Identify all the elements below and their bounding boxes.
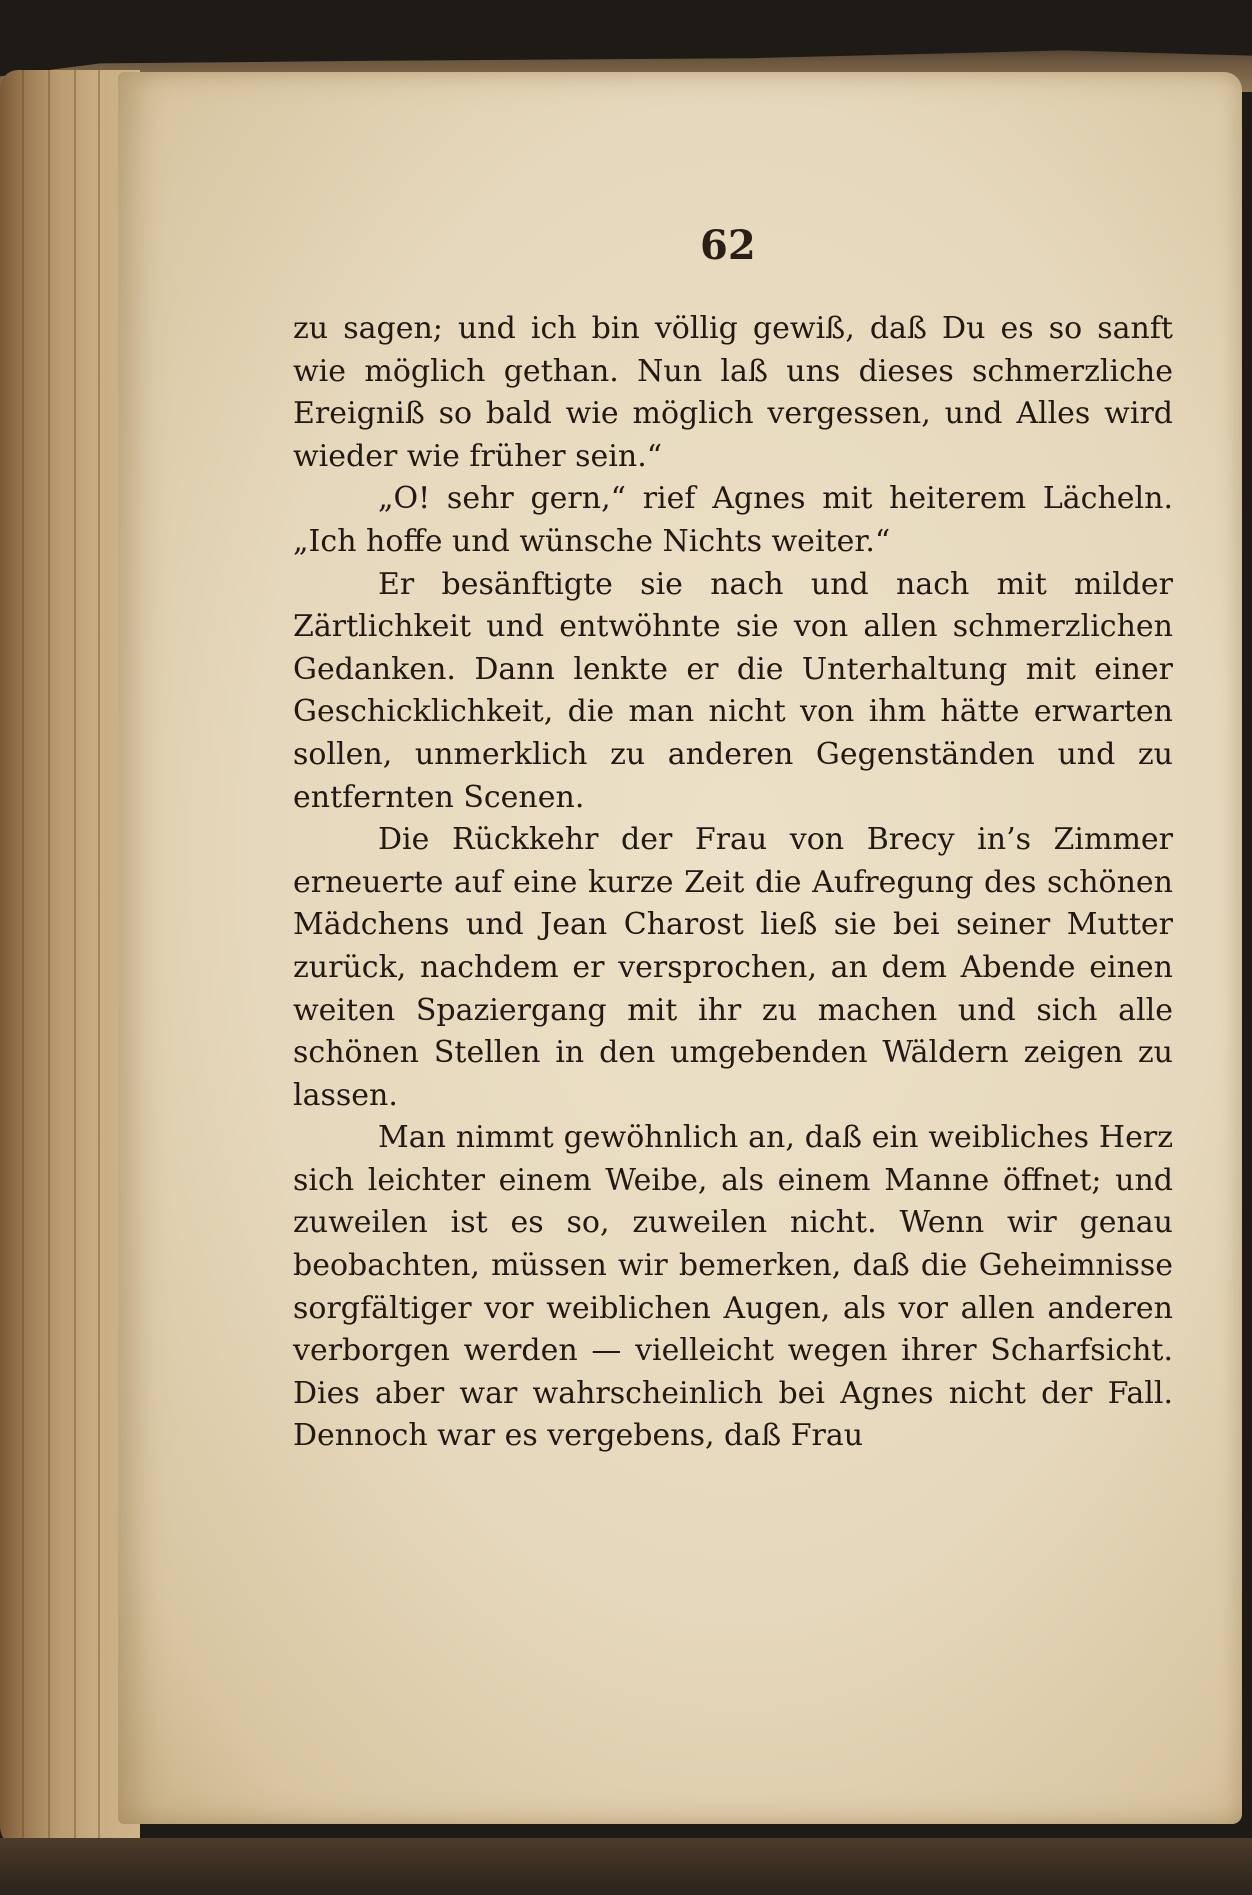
page-edge-line [48,70,50,1850]
page-edge-line [98,70,100,1850]
page-body-text [293,308,1173,1458]
paragraph-2: „O! sehr gern,“ rief Agnes mit heiterem Lächeln. „Ich hoffe und wünsche Nichts weiter.“ [293,481,1173,559]
paragraph-4: Die Rückkehr der Frau von Brecy in’s Zimmer erneuerte auf eine kurze Zeit die Aufregung des schönen Mädchens und Jean Charost ließ sie bei seiner Mutter zurück, nachdem er versprochen, an dem Abende einen weiten Spaziergang mit ihr zu machen und sich alle schönen Stellen in den umgebenden Wäldern zeigen zu lassen. [293,822,1173,1113]
paragraph-3: Er besänftigte sie nach und nach mit milder Zärtlichkeit und entwöhnte sie von allen schmerzlichen Gedanken. Dann lenkte er die Unterhaltung mit einer Geschicklichkeit, die man nicht von ihm hätte erwarten sollen, unmerklich zu anderen Gegenständen und zu entfernten Scenen. [293,566,1173,815]
book-bottom-cover [0,1838,1252,1895]
paragraph-5: Man nimmt gewöhnlich an, daß ein weibliches Herz sich leichter einem Weibe, als einem Manne öffnet; und zuweilen ist es so, zuweilen nicht. Wenn wir genau beobachten, müssen wir bemerken, daß die Geheimnisse sorgfältiger vor weiblichen Augen, als vor allen anderen verborgen werden — vielleicht wegen ihrer Scharfsicht. Dies aber war wahrscheinlich bei Agnes nicht der Fall. Dennoch war es vergebens, daß Frau [293,1120,1173,1454]
paragraph-1: zu sagen; und ich bin völlig gewiß, daß Du es so sanft wie möglich gethan. Nun laß uns dieses schmerzliche Ereigniß so bald wie möglich vergessen, und Alles wird wieder wie früher sein.“ [293,311,1173,474]
page-edge-line [22,70,24,1850]
page-number: 62 [700,222,756,269]
page-edge-line [74,70,76,1850]
